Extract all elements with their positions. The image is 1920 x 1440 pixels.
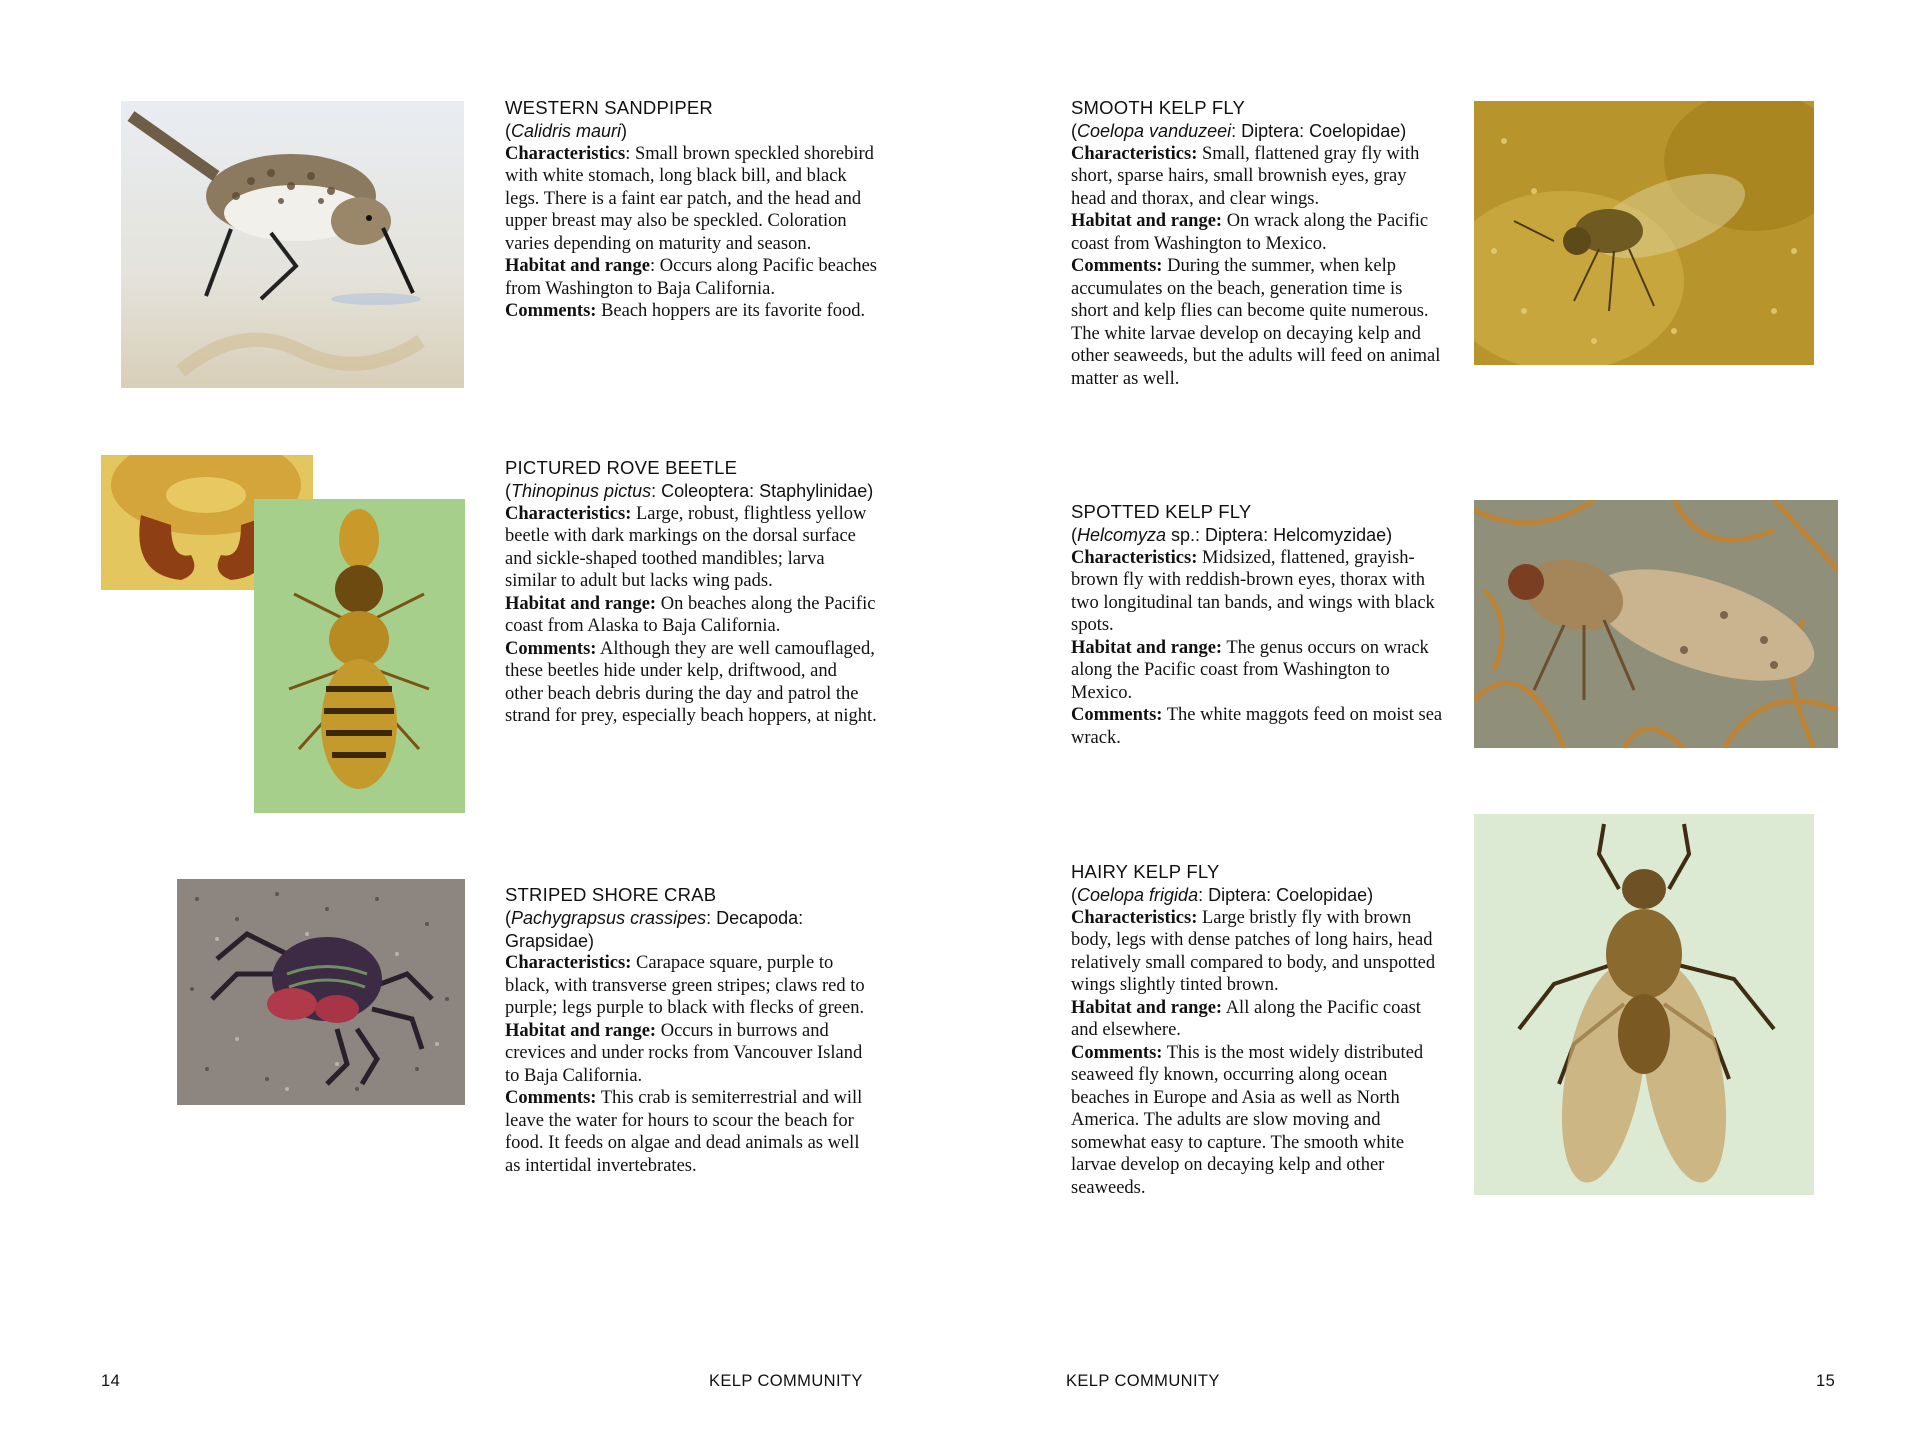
scientific-name: (Pachygrapsus crassipes: Decapoda: Grapsidae) [505, 908, 804, 951]
western-sandpiper-photo [121, 101, 464, 388]
species-entry-hairy-kelp-fly [1071, 860, 1443, 1199]
species-entry-striped-shore-crab [505, 883, 877, 1177]
smooth-kelp-fly-photo [1474, 101, 1814, 365]
species-description: Characteristics: Carapace square, purple to black, with transverse green stripes; claws red to purple; legs purple to black with flecks of green. Habitat and range: Occurs in burrows and crevices and under rocks from Vancouver Island to Baja California. Comments: This crab is semiterrestrial and will leave the water for hours to scour the beach for food. It feeds on algae and dead animals as well as intertidal invertebrates. [505, 953, 865, 1176]
species-name: STRIPED SHORE CRAB [505, 884, 717, 905]
species-description: Characteristics: Small, flattened gray fly with short, sparse hairs, small brownish eyes, gray head and thorax, and clear wings. Habitat and range: On wrack along the Pacific coast from Washington to Mexico. Comments: During the summer, when kelp accumulates on the beach, generation time is short and kelp flies can become quite numerous. The white larvae develop on decaying kelp and other seaweeds, but the adults will feed on animal matter as well. [1071, 143, 1441, 389]
species-description: Characteristics: Large bristly fly with brown body, legs with dense patches of long hairs, head relatively small compared to body, and unspotted wings slightly tinted brown. Habitat and range: All along the Pacific coast and elsewhere. Comments: This is the most widely distributed seaweed fly known, occurring along ocean beaches in Europe and Asia as well as North America. The adults are slow moving and somewhat easy to capture. The smooth white larvae develop on decaying kelp and other seaweeds. [1071, 907, 1436, 1198]
scientific-name: (Coelopa frigida: Diptera: Coelopidae) [1071, 885, 1374, 905]
species-entry-spotted-kelp-fly [1071, 500, 1443, 749]
pictured-rove-beetle-photo [254, 499, 465, 813]
left-page-number: 14 [101, 1372, 121, 1390]
right-page-number: 15 [1816, 1372, 1836, 1390]
species-name: WESTERN SANDPIPER [505, 97, 713, 118]
species-description: Characteristics: Midsized, flattened, grayish-brown fly with reddish-brown eyes, thorax with two longitudinal tan bands, and wings with black spots. Habitat and range: The genus occurs on wrack along the Pacific coast from Washington to Mexico. Comments: The white maggots feed on moist sea wrack. [1071, 547, 1443, 748]
left-running-head: KELP COMMUNITY [709, 1372, 863, 1390]
scientific-name: (Coelopa vanduzeei: Diptera: Coelopidae) [1071, 121, 1407, 141]
scientific-name: (Helcomyza sp.: Diptera: Helcomyzidae) [1071, 525, 1393, 545]
species-name: SMOOTH KELP FLY [1071, 97, 1245, 118]
spotted-kelp-fly-photo [1474, 500, 1838, 748]
species-name: PICTURED ROVE BEETLE [505, 457, 738, 478]
species-name: SPOTTED KELP FLY [1071, 501, 1252, 522]
hairy-kelp-fly-photo [1474, 814, 1814, 1195]
right-running-head: KELP COMMUNITY [1066, 1372, 1220, 1390]
species-description: Characteristics: Small brown speckled shorebird with white stomach, long black bill, and black legs. There is a faint ear patch, and the head and upper breast may also be speckled. Coloration varies depending on maturity and season. Habitat and range: Occurs along Pacific beaches from Washington to Baja California. Comments: Beach hoppers are its favorite food. [505, 143, 877, 321]
striped-shore-crab-photo [177, 879, 465, 1105]
scientific-name: (Calidris mauri) [505, 121, 628, 141]
species-entry-smooth-kelp-fly [1071, 96, 1443, 390]
species-description: Characteristics: Large, robust, flightless yellow beetle with dark markings on the dorsal surface and sickle-shaped toothed mandibles; larva similar to adult but lacks wing pads. Habitat and range: On beaches along the Pacific coast from Alaska to Baja California. Comments: Although they are well camouflaged, these beetles hide under kelp, driftwood, and other beach debris during the day and patrol the strand for prey, especially beach hoppers, at night. [505, 503, 877, 726]
scientific-name: (Thinopinus pictus: Coleoptera: Staphylinidae) [505, 481, 874, 501]
species-entry-pictured-rove-beetle [505, 456, 877, 728]
species-name: HAIRY KELP FLY [1071, 861, 1220, 882]
species-entry-western-sandpiper [505, 96, 877, 323]
